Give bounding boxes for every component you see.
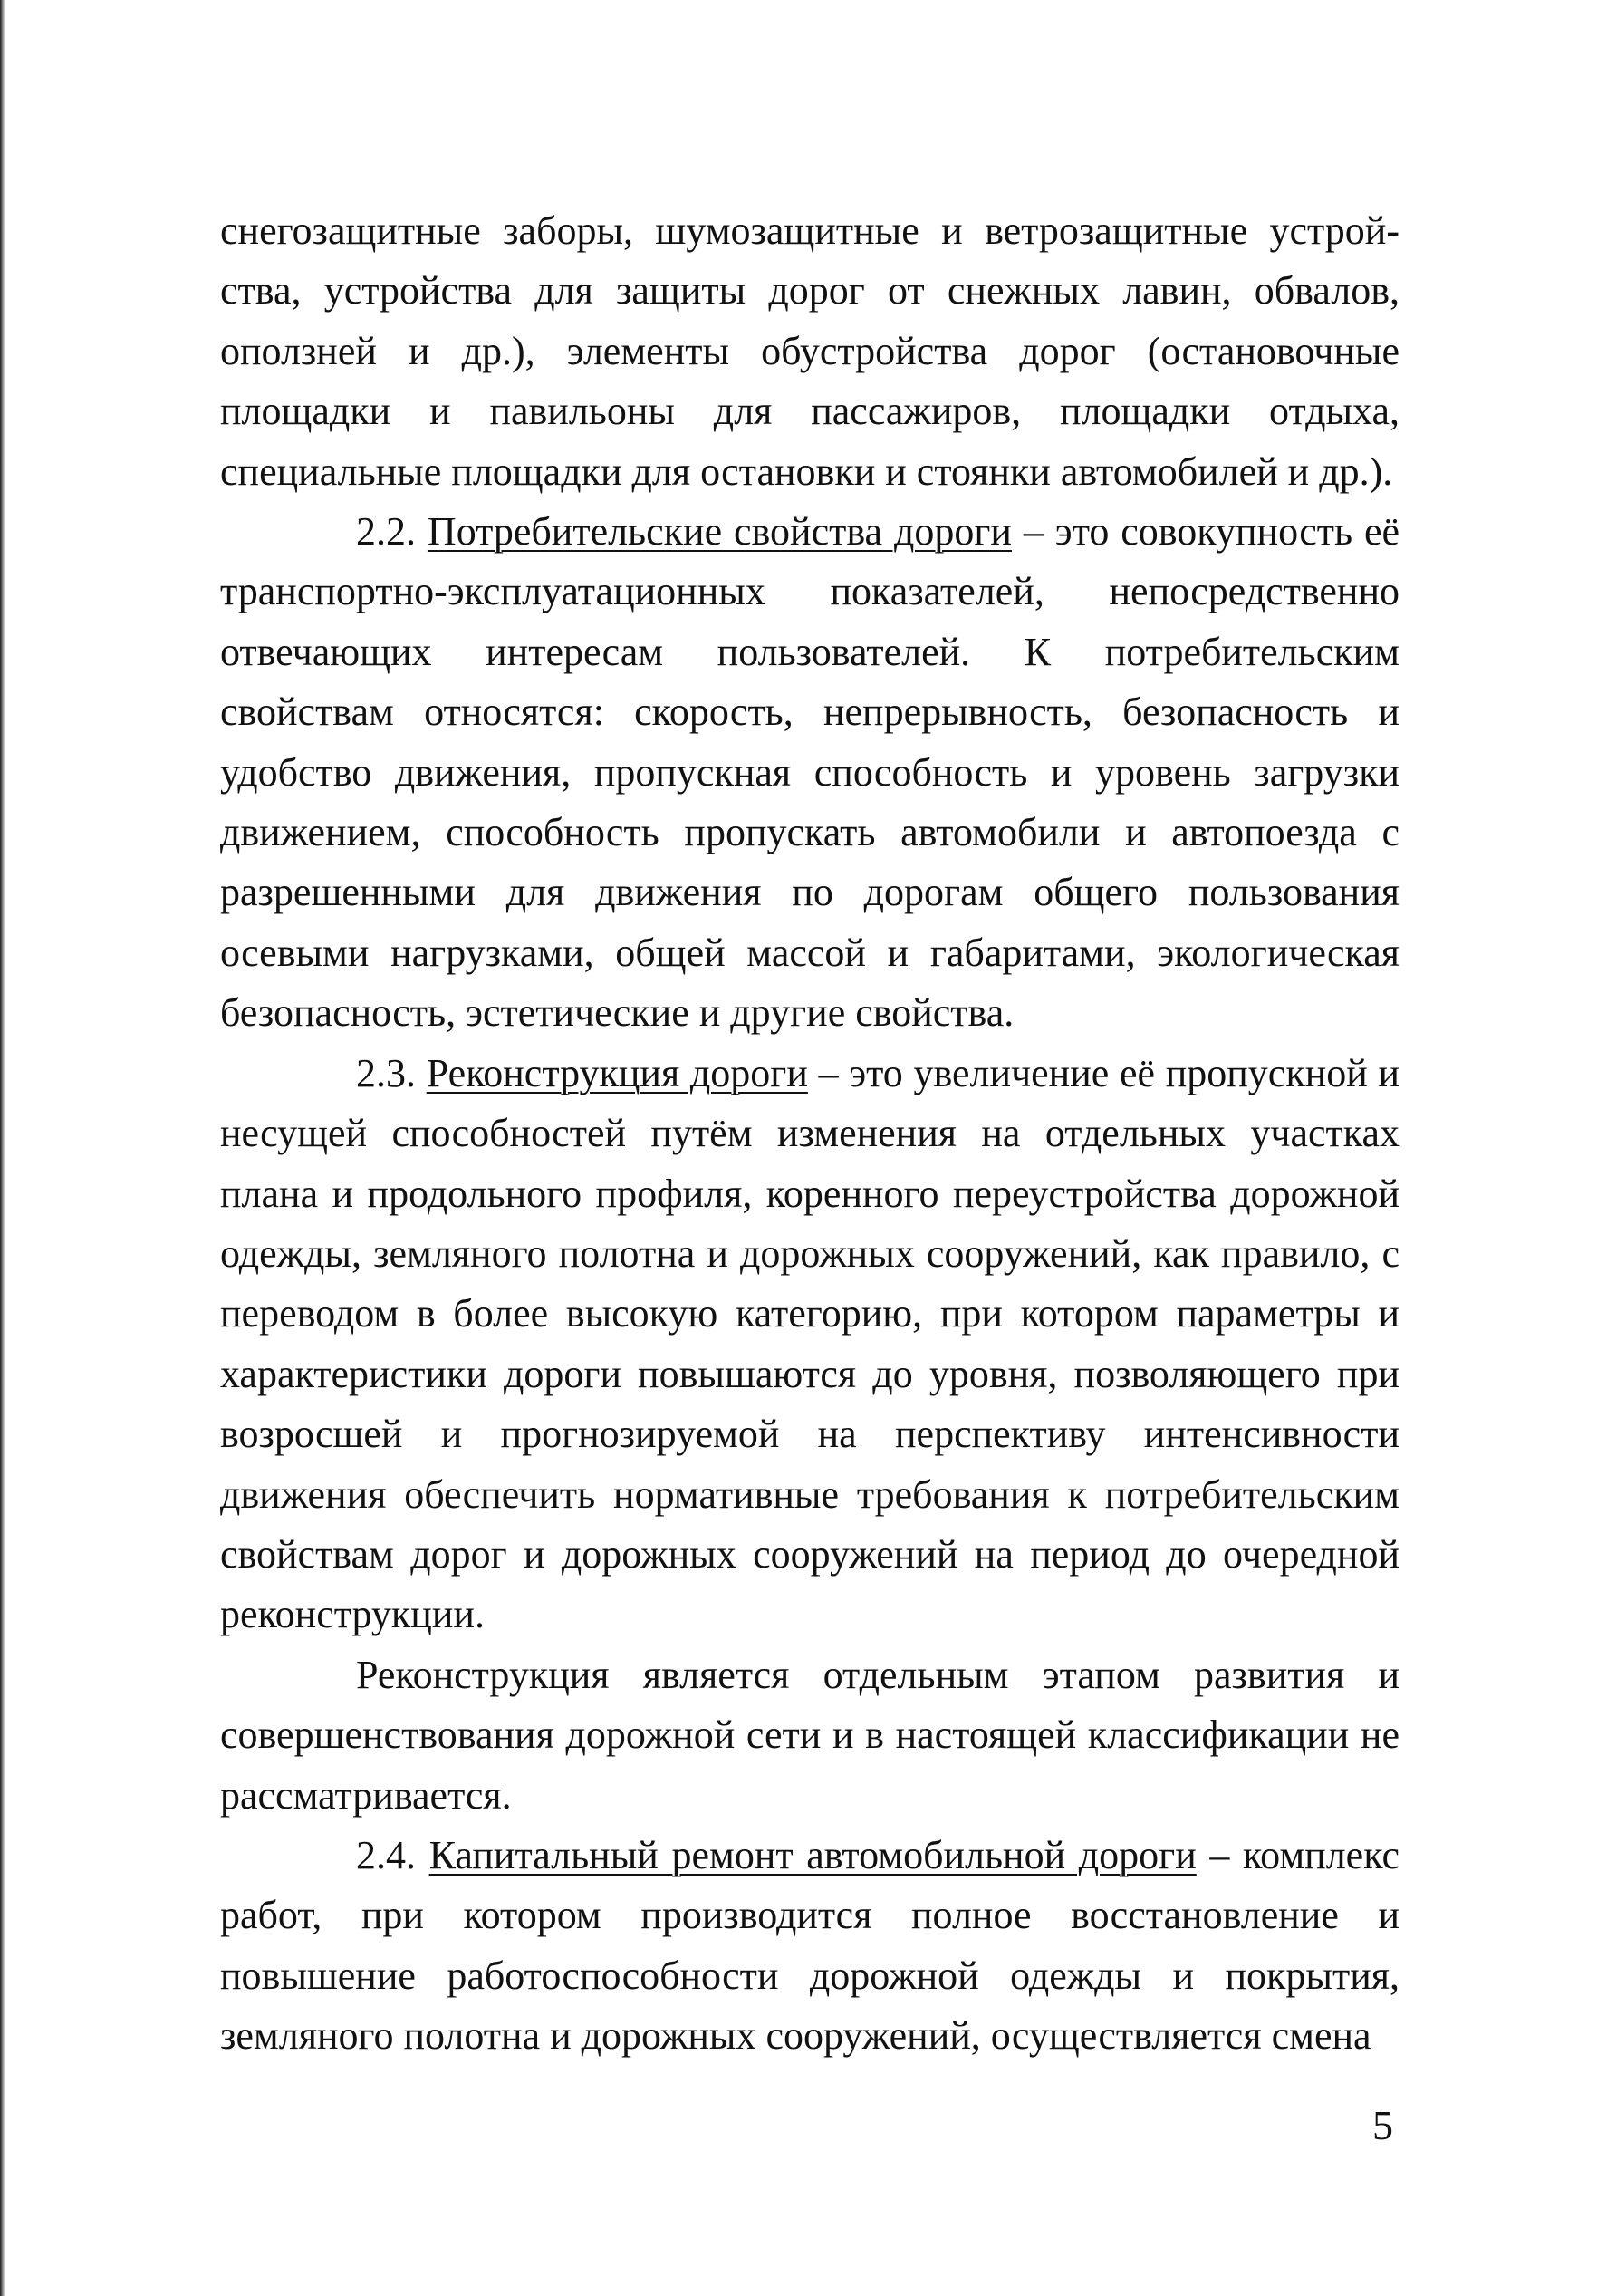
paragraph-2-2-number: 2.2. [356, 509, 416, 555]
term-reconstruction: Реконструкция дороги [426, 1050, 808, 1095]
term-consumer-properties: Потребительские свойства дороги [427, 509, 1012, 555]
paragraph-2-4-body: – комплекс работ, при котором производится полное восстановление и повышение работоспособности дорожной одежды и покрытия, земляного полотна и дорожных сооружений, осуществляется смена [220, 1832, 1400, 2059]
paragraph-2-4 [220, 1826, 1400, 2067]
scan-edge-shadow [0, 0, 5, 2296]
paragraph-2-3-number: 2.3. [356, 1050, 416, 1095]
document-body [220, 201, 1400, 2067]
page-number: 5 [1372, 2102, 1393, 2148]
reconstruction-note-paragraph: Реконструкция является отдельным этапом развития и совершенствования дорожной сети и в настоящей классификации не рассматривается. [220, 1652, 1400, 1818]
paragraph-2-3 [220, 1044, 1400, 1645]
continuation-paragraph: снегозащитные заборы, шумозащитные и ветрозащитные устрой-ства, устройства для защиты дорог от снежных лавин, обвалов, оползней и др.), элементы обустройства дорог (остановочные площадки и павильоны для пассажиров, площадки отдыха, специальные площадки для остановки и стоянки автомобилей и др.). [220, 208, 1400, 494]
term-capital-repair: Капитальный ремонт автомобильной дороги [428, 1832, 1197, 1877]
paragraph-2-4-number: 2.4. [356, 1832, 416, 1877]
paragraph-2-2-body: – это совокупность её транспортно-эксплуатационных показателей, непосредственно отвечающих интересам пользователей. К потребительским свойствам относятся: скорость, непрерывность, безопасность и удобство движения, пропускная способность и уровень загрузки движением, способность пропускать автомобили и автопоезда с разрешенными для движения по дорогам общего пользования осевыми нагрузками, общей массой и габаритами, экологическая безопасность, эстетические и другие свойства. [220, 509, 1400, 1036]
paragraph-2-2 [220, 502, 1400, 1044]
paragraph-2-3-body: – это увеличение её пропускной и несущей способностей путём изменения на отдельных участках плана и продольного профиля, коренного переустройства дорожной одежды, земляного полотна и дорожных сооружений, как правило, с переводом в более высокую категорию, при котором параметры и характеристики дороги повышаются до уровня, позволяющего при возросшей и прогнозируемой на перспективу интенсивности движения обеспечить нормативные требования к потребительским свойствам дорог и дорожных сооружений на период до очередной реконструкции. [220, 1050, 1400, 1637]
